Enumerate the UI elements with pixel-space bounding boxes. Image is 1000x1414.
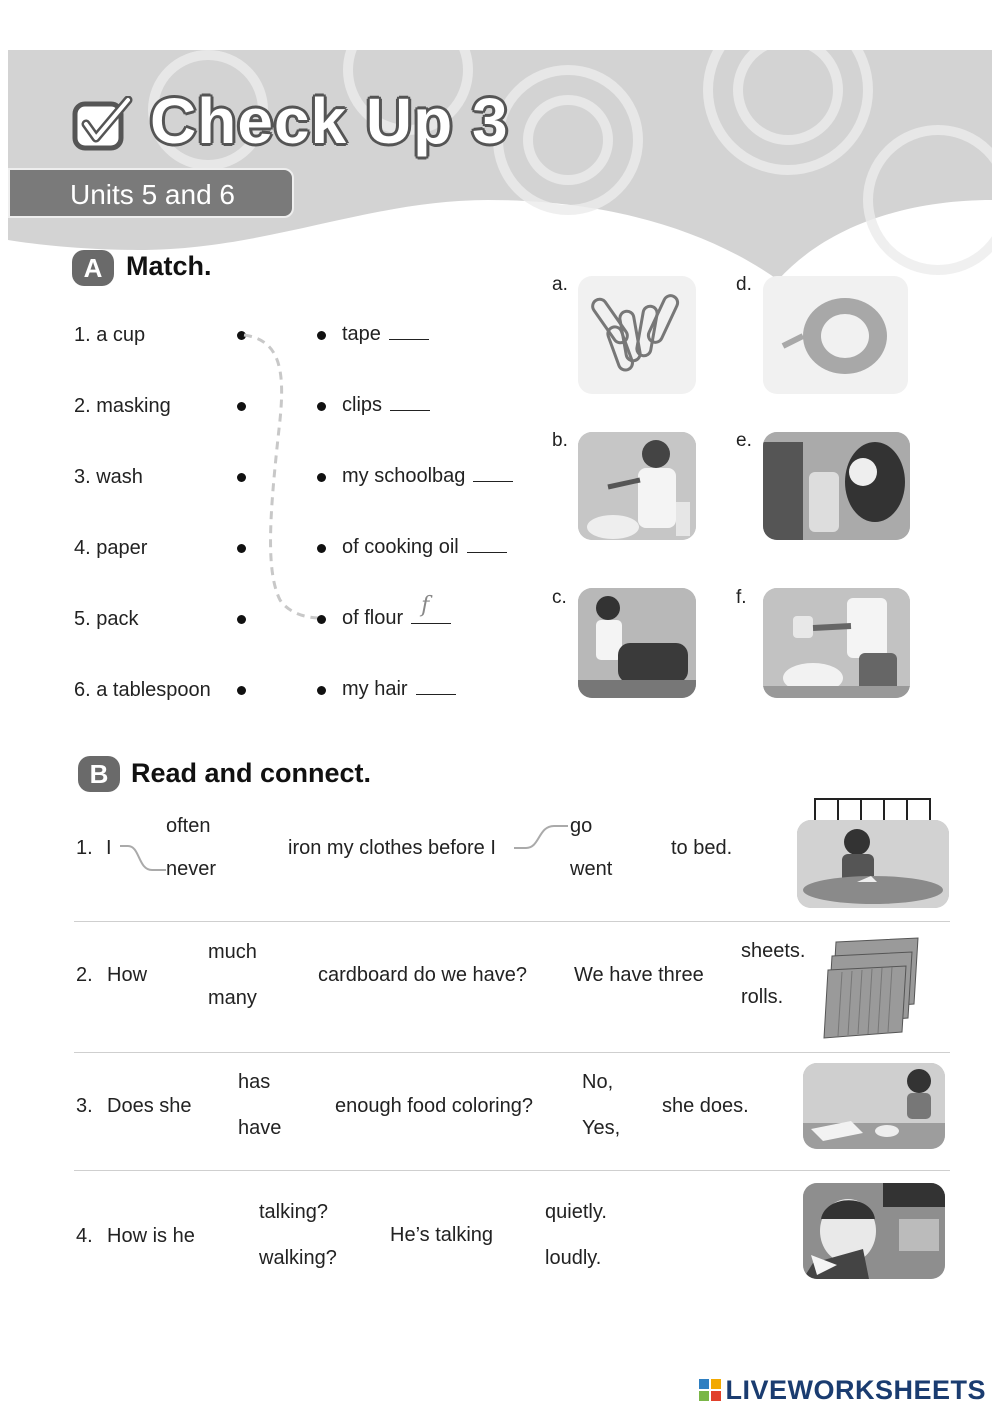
cardboard-picture (822, 934, 922, 1044)
talking-boy-picture (803, 1183, 945, 1279)
liveworksheets-logo-icon (699, 1379, 721, 1401)
answer-blank[interactable] (473, 467, 513, 482)
wash-hair-picture (763, 432, 910, 540)
match-right-item: my hair (342, 678, 456, 701)
option-word[interactable]: much (208, 941, 257, 963)
row-start-text: How (107, 964, 148, 986)
answer-blank[interactable] (416, 680, 456, 695)
answer-blank[interactable] (467, 538, 507, 553)
option-word[interactable]: never (166, 858, 217, 880)
answer-blank[interactable] (390, 396, 430, 411)
picture-label: b. (552, 430, 568, 451)
row-divider (74, 921, 950, 922)
match-right-dot[interactable] (317, 473, 326, 482)
row-connector-line (512, 822, 570, 852)
row-middle-text: enough food coloring? (335, 1095, 533, 1117)
paper-clips-picture (578, 276, 696, 394)
row-end-text: to bed. (671, 837, 733, 859)
option-word[interactable]: often (166, 815, 211, 837)
match-right-dot[interactable] (317, 686, 326, 695)
brand-text: LIVEWORKSHEETS (725, 1375, 986, 1405)
option-word[interactable]: many (208, 987, 257, 1009)
page-title: Check Up 3 (150, 85, 509, 157)
liveworksheets-brand (699, 1375, 986, 1406)
match-right-item: tape (342, 323, 429, 346)
option-word[interactable]: went (570, 858, 613, 880)
picture-label: e. (736, 430, 752, 451)
match-left-item: 1. a cup (74, 324, 146, 346)
row-start-text: How is he (107, 1225, 195, 1247)
picture-label: d. (736, 274, 752, 295)
option-word[interactable]: loudly. (545, 1247, 602, 1269)
match-right-dot[interactable] (317, 615, 326, 624)
option-word[interactable]: has (238, 1071, 271, 1093)
row-number: 1. (76, 837, 93, 859)
example-answer: f (421, 593, 430, 618)
picture-label: f. (736, 587, 747, 608)
row-middle-text: iron my clothes before I (288, 837, 496, 859)
section-b-heading: Read and connect. (131, 758, 372, 788)
units-label (8, 168, 294, 218)
food-coloring-picture (803, 1063, 945, 1149)
answer-blank[interactable] (389, 325, 429, 340)
example-connector-line (240, 330, 330, 630)
match-right-item: my schoolbag (342, 465, 513, 488)
match-left-item: 3. wash (74, 466, 143, 488)
row-middle-text: cardboard do we have? (318, 964, 528, 986)
row-end-text: We have three (574, 964, 704, 986)
option-word[interactable]: have (238, 1117, 282, 1139)
ironing-picture (797, 820, 949, 908)
check-icon (72, 96, 134, 152)
picture-label: a. (552, 274, 568, 295)
match-right-dot[interactable] (317, 331, 326, 340)
row-start-text: Does she (107, 1095, 192, 1117)
match-left-item: 5. pack (74, 608, 139, 630)
match-left-dot[interactable] (237, 686, 246, 695)
units-text: Units 5 and 6 (70, 179, 235, 210)
option-word[interactable]: rolls. (741, 986, 784, 1008)
masking-tape-picture (763, 276, 908, 394)
pack-schoolbag-picture (578, 588, 696, 698)
section-a-badge: A (72, 250, 114, 286)
row-number: 4. (76, 1225, 93, 1247)
match-right-item: of cooking oil (342, 536, 507, 559)
row-number: 3. (76, 1095, 93, 1117)
row-divider (74, 1052, 950, 1053)
option-word[interactable]: sheets. (741, 940, 806, 962)
picture-label: c. (552, 587, 567, 608)
flour-picture (763, 588, 910, 698)
option-word[interactable]: No, (582, 1071, 614, 1093)
option-word[interactable]: talking? (259, 1201, 328, 1223)
match-right-dot[interactable] (317, 402, 326, 411)
answer-blank[interactable] (411, 593, 451, 624)
match-right-item: clips (342, 394, 430, 417)
match-right-dot[interactable] (317, 544, 326, 553)
option-word[interactable]: quietly. (545, 1201, 607, 1223)
match-left-item: 6. a tablespoon (74, 679, 211, 701)
match-right-item: of flour f (342, 607, 451, 630)
row-divider (74, 1170, 950, 1171)
option-word[interactable]: walking? (259, 1247, 337, 1269)
row-number: 2. (76, 964, 93, 986)
cooking-oil-picture (578, 432, 696, 540)
match-left-item: 2. masking (74, 395, 171, 417)
row-end-text: she does. (662, 1095, 749, 1117)
section-a-heading: Match. (126, 251, 212, 281)
option-word[interactable]: go (570, 815, 593, 837)
row-start-text: I (106, 837, 112, 859)
match-left-item: 4. paper (74, 537, 148, 559)
row-middle-text: He’s talking (390, 1224, 494, 1246)
section-b-badge: B (78, 756, 120, 792)
option-word[interactable]: Yes, (582, 1117, 621, 1139)
row-connector-line (118, 840, 168, 876)
